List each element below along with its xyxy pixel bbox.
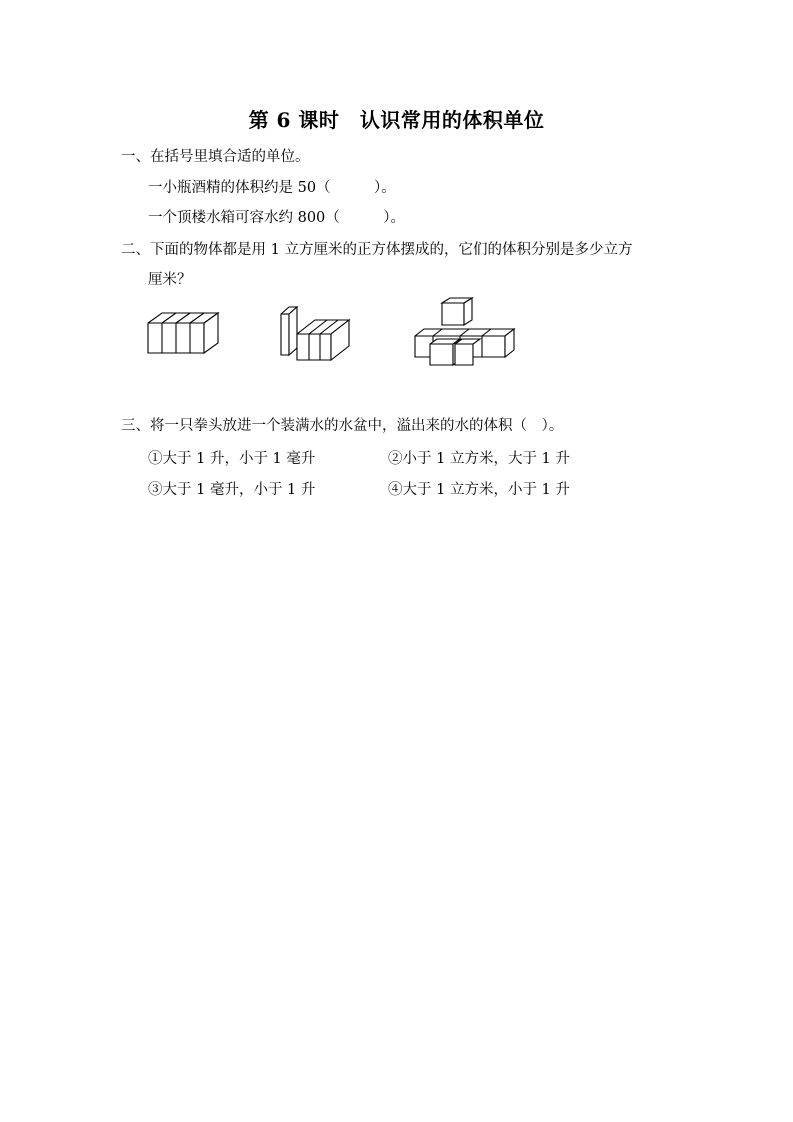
option-4: ④大于 1 立方米，小于 1 升 bbox=[388, 482, 570, 498]
option-1: ①大于 1 升，小于 1 毫升 bbox=[148, 451, 316, 467]
section1-heading: 一、在括号里填合适的单位。 bbox=[121, 149, 310, 165]
option-2: ②小于 1 立方米，大于 1 升 bbox=[388, 451, 570, 467]
section1-item-2: 一个顶楼水箱可容水约 800（ ）。 bbox=[148, 210, 406, 226]
page-title: 第 6 课时 认识常用的体积单位 bbox=[248, 108, 545, 132]
option-3: ③大于 1 毫升，小于 1 升 bbox=[148, 482, 316, 498]
cube-figure-2 bbox=[275, 300, 365, 370]
cube-figure-3 bbox=[410, 298, 530, 373]
cube-figure-1 bbox=[140, 300, 230, 370]
section2-heading-cont: 厘米？ bbox=[148, 272, 192, 288]
section1-item-1: 一小瓶酒精的体积约是 50（ ）。 bbox=[148, 180, 396, 196]
section2-heading: 二、下面的物体都是用 1 立方厘米的正方体摆成的，它们的体积分别是多少立方 bbox=[121, 242, 633, 258]
section3-heading: 三、将一只拳头放进一个装满水的水盆中，溢出来的水的体积（ ）。 bbox=[121, 418, 564, 434]
